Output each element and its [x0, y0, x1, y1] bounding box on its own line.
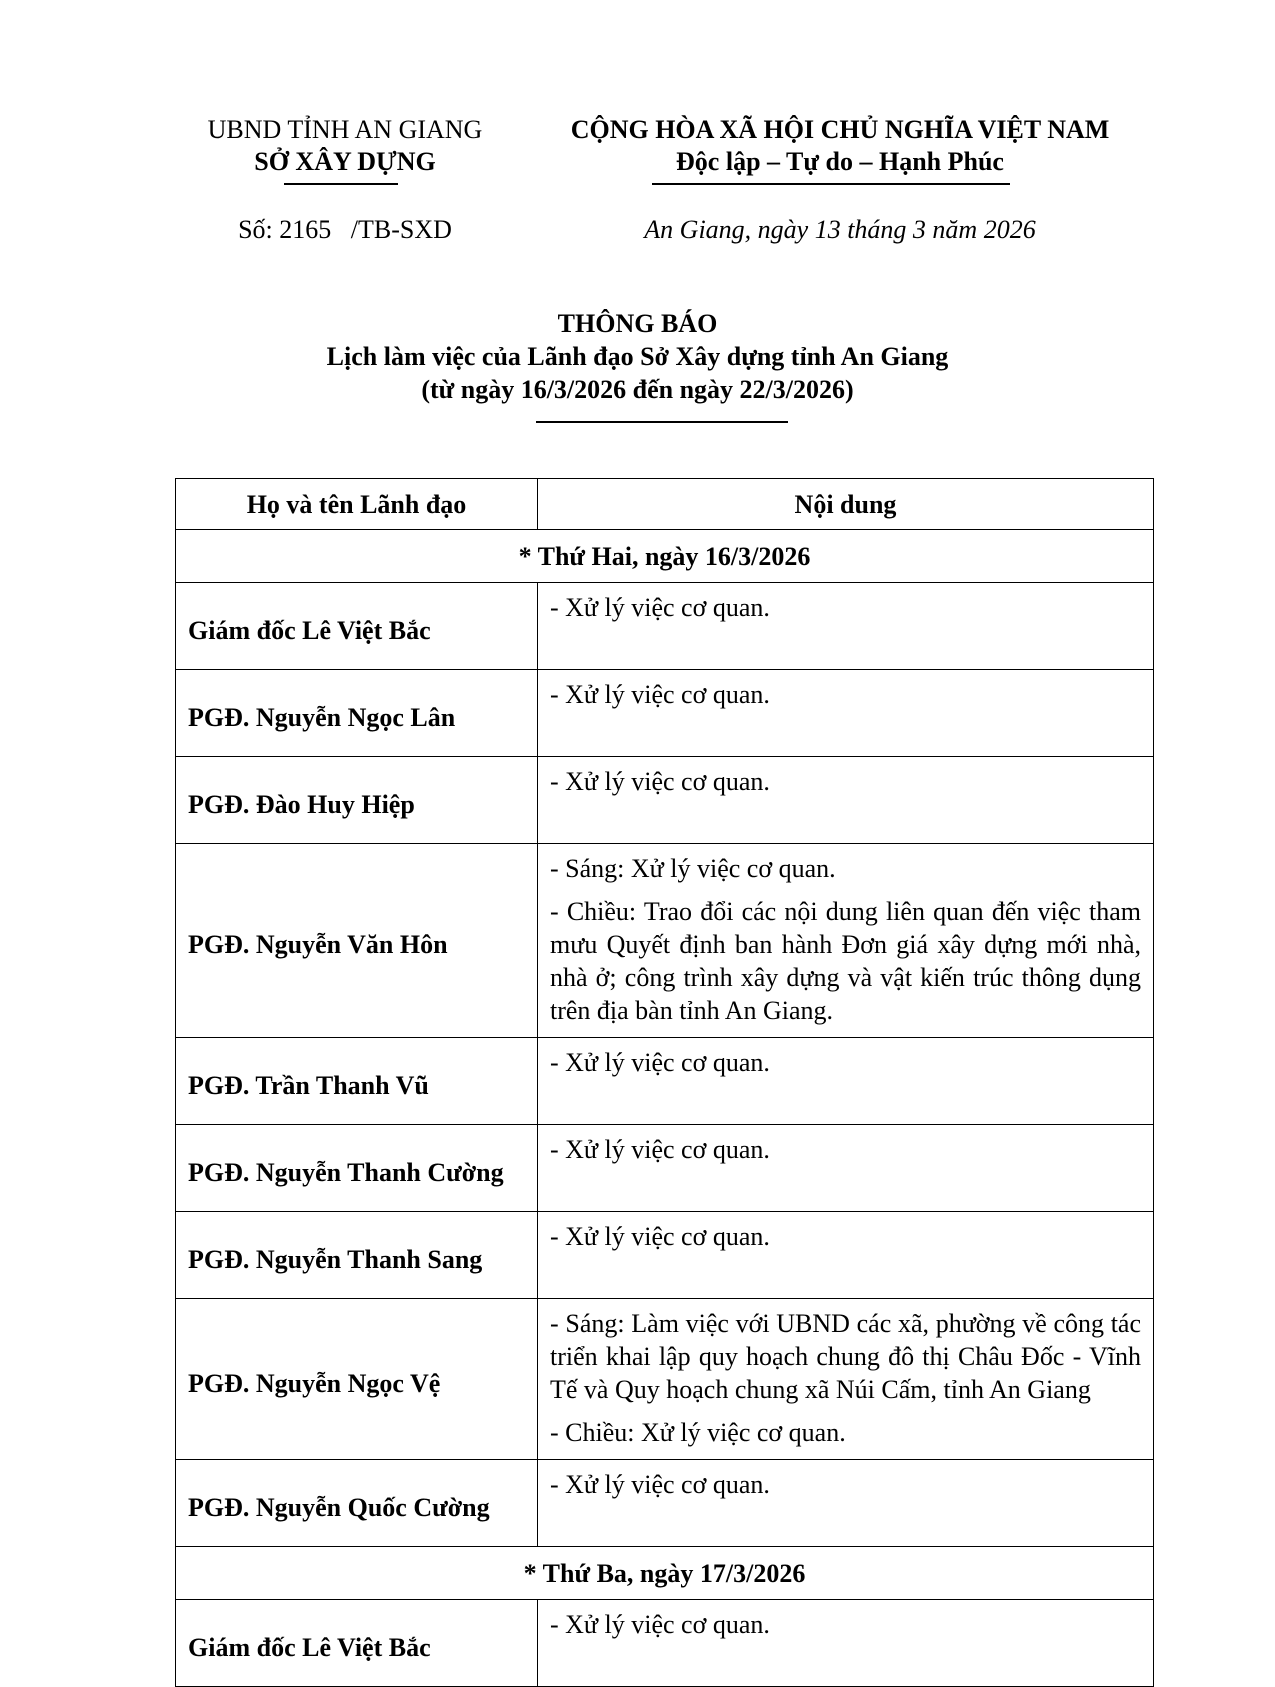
- leader-name: PGĐ. Nguyễn Văn Hôn: [176, 844, 538, 1038]
- schedule-table: [175, 478, 1154, 1687]
- table-row: [176, 1125, 1154, 1212]
- leader-name: Giám đốc Lê Việt Bắc: [176, 1600, 538, 1687]
- schedule-content: - Sáng: Làm việc với UBND các xã, phường về công tác triển khai lập quy hoạch chung đô thị Châu Đốc - Vĩnh Tế và Quy hoạch chung xã Núi Cấm, tỉnh An Giang - Chiều: Xử lý việc cơ quan.: [538, 1299, 1154, 1460]
- schedule-content: - Xử lý việc cơ quan.: [538, 1600, 1154, 1687]
- agency-underline: [284, 183, 398, 185]
- document-title: THÔNG BÁO: [557, 309, 718, 338]
- leader-name: PGĐ. Trần Thanh Vũ: [176, 1038, 538, 1125]
- motto-underline: [652, 183, 1010, 185]
- schedule-content: - Xử lý việc cơ quan.: [538, 1125, 1154, 1212]
- document-number: Số: 2165 /TB-SXD: [238, 215, 452, 244]
- table-row: [176, 1299, 1154, 1460]
- table-header-row: [176, 479, 1154, 530]
- agency-name: SỞ XÂY DỰNG: [254, 147, 436, 176]
- document-date-range: (từ ngày 16/3/2026 đến ngày 22/3/2026): [421, 375, 854, 404]
- leader-name: PGĐ. Nguyễn Ngọc Lân: [176, 670, 538, 757]
- day-label: * Thứ Ba, ngày 17/3/2026: [176, 1547, 1154, 1600]
- table-row: [176, 844, 1154, 1038]
- leader-name: PGĐ. Nguyễn Thanh Sang: [176, 1212, 538, 1299]
- schedule-content: - Xử lý việc cơ quan.: [538, 1038, 1154, 1125]
- leader-name: PGĐ. Nguyễn Quốc Cường: [176, 1460, 538, 1547]
- document-subtitle: Lịch làm việc của Lãnh đạo Sở Xây dựng tỉnh An Giang: [326, 342, 949, 371]
- leader-name: PGĐ. Đào Huy Hiệp: [176, 757, 538, 844]
- schedule-content: - Xử lý việc cơ quan.: [538, 1460, 1154, 1547]
- table-row: [176, 1212, 1154, 1299]
- day-row-tuesday: [176, 1547, 1154, 1600]
- schedule-content: - Xử lý việc cơ quan.: [538, 583, 1154, 670]
- title-underline: [536, 421, 788, 423]
- nation-title: CỘNG HÒA XÃ HỘI CHỦ NGHĨA VIỆT NAM: [570, 115, 1110, 144]
- schedule-content: - Xử lý việc cơ quan.: [538, 670, 1154, 757]
- nation-motto: Độc lập – Tự do – Hạnh Phúc: [676, 147, 1004, 176]
- day-label: * Thứ Hai, ngày 16/3/2026: [176, 530, 1154, 583]
- place-date: An Giang, ngày 13 tháng 3 năm 2026: [644, 215, 1036, 244]
- schedule-content: - Xử lý việc cơ quan.: [538, 1212, 1154, 1299]
- table-row: [176, 1460, 1154, 1547]
- table-row: [176, 757, 1154, 844]
- header-content: Nội dung: [538, 479, 1154, 530]
- table-row: [176, 583, 1154, 670]
- agency-parent: UBND TỈNH AN GIANG: [207, 115, 483, 144]
- leader-name: PGĐ. Nguyễn Thanh Cường: [176, 1125, 538, 1212]
- day-row-monday: [176, 530, 1154, 583]
- table-row: [176, 670, 1154, 757]
- table-row: [176, 1600, 1154, 1687]
- leader-name: Giám đốc Lê Việt Bắc: [176, 583, 538, 670]
- schedule-content: - Xử lý việc cơ quan.: [538, 757, 1154, 844]
- table-row: [176, 1038, 1154, 1125]
- leader-name: PGĐ. Nguyễn Ngọc Vệ: [176, 1299, 538, 1460]
- header-name: Họ và tên Lãnh đạo: [176, 479, 538, 530]
- schedule-content: - Sáng: Xử lý việc cơ quan. - Chiều: Trao đổi các nội dung liên quan đến việc tham mưu Quyết định ban hành Đơn giá xây dựng mới nhà, nhà ở; công trình xây dựng và vật kiến trúc thông dụng trên địa bàn tỉnh An Giang.: [538, 844, 1154, 1038]
